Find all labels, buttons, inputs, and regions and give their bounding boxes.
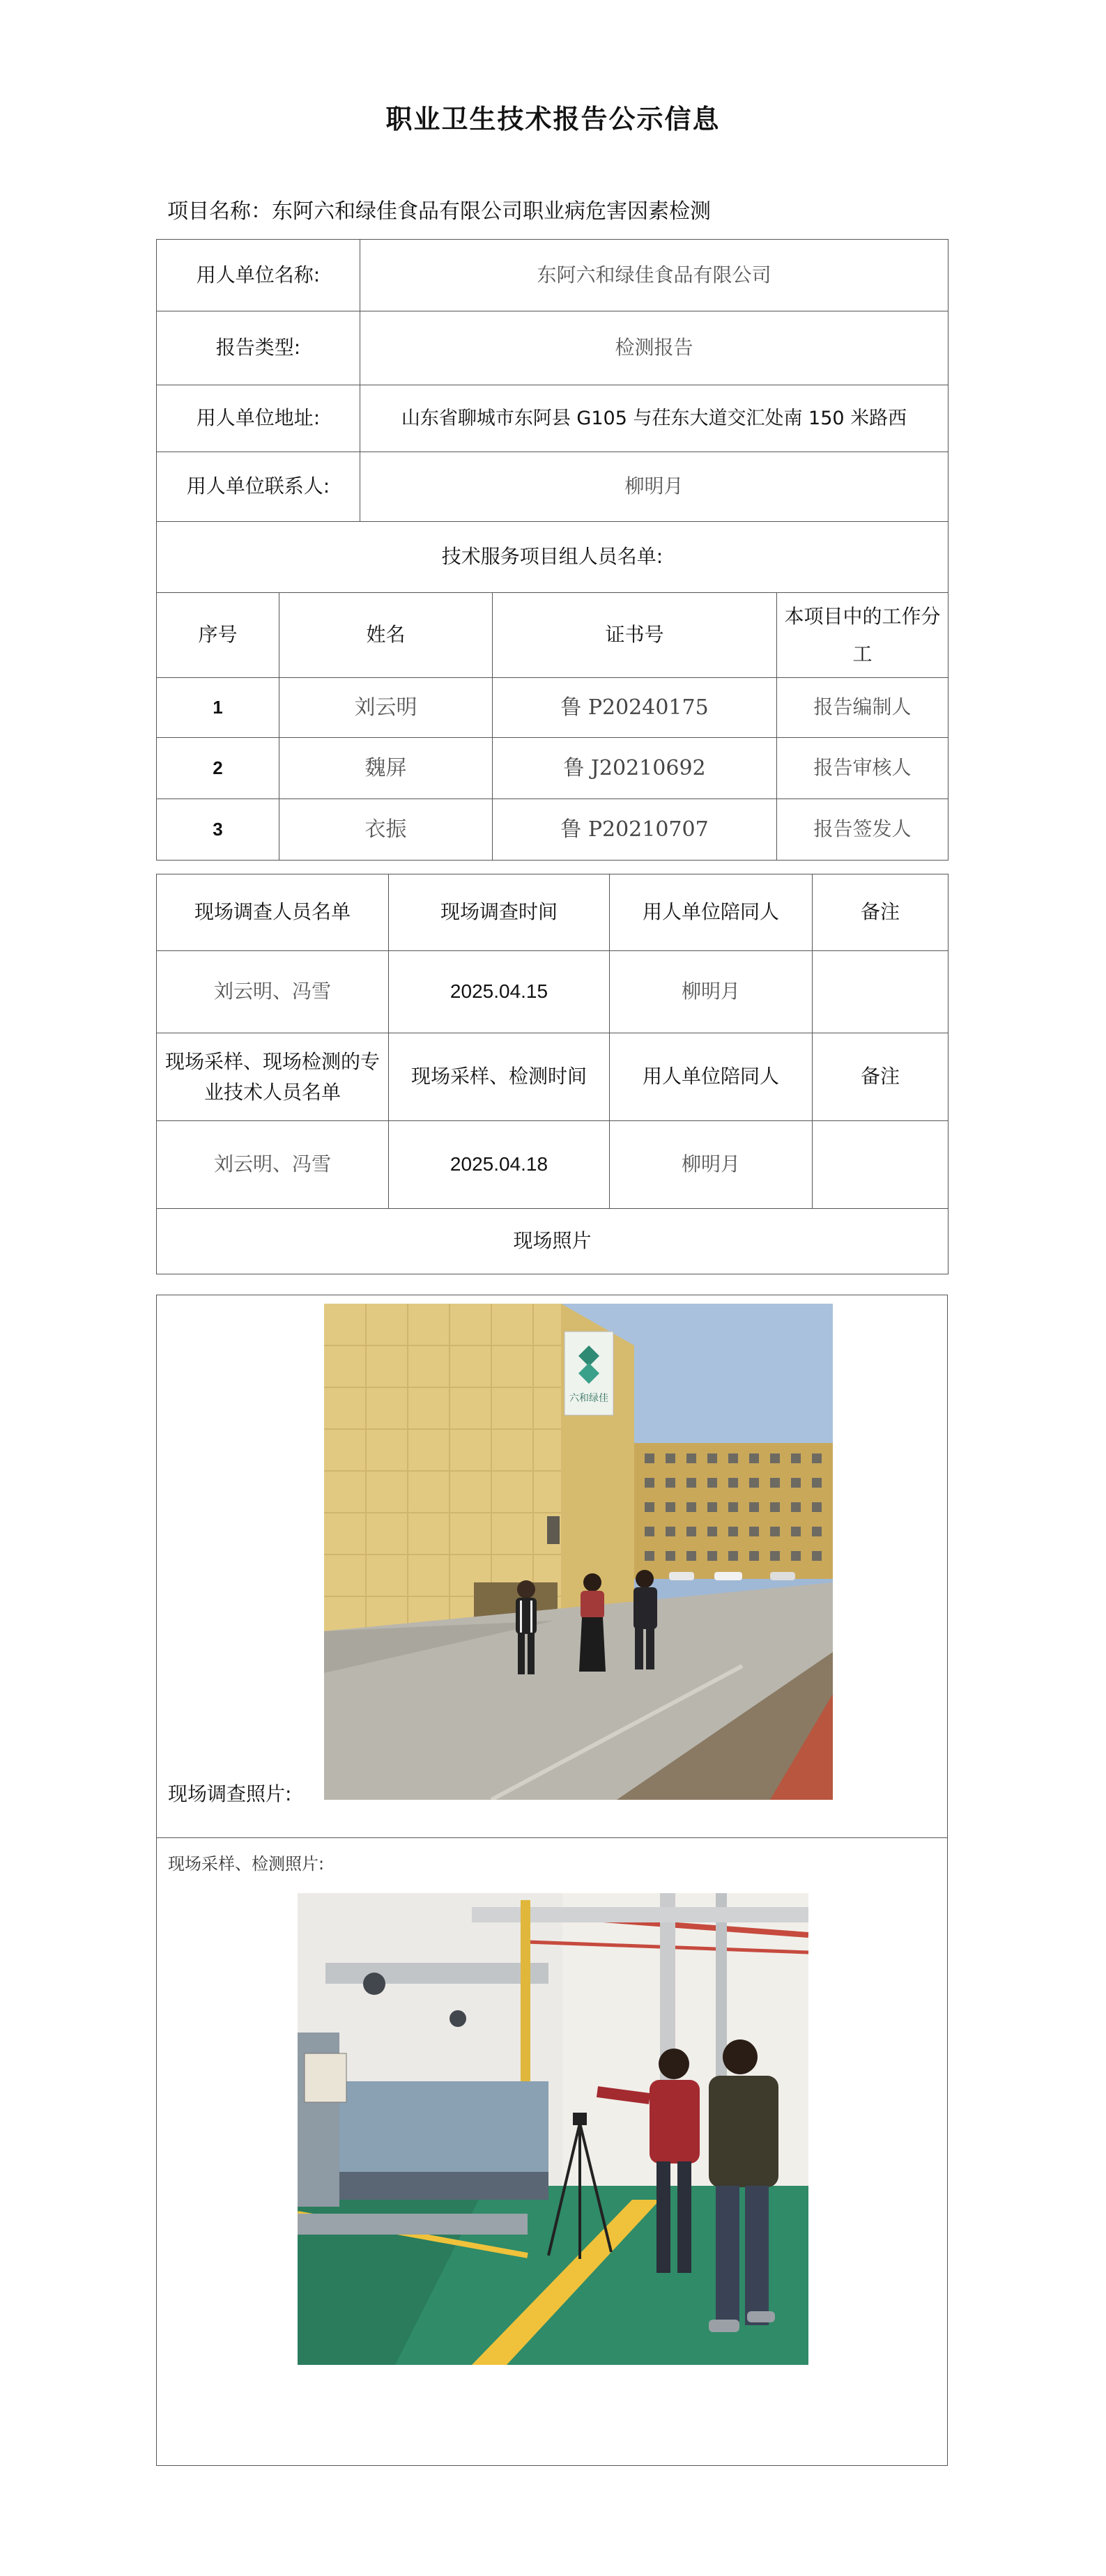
sampling-remark-header: 备注 xyxy=(813,1033,948,1121)
info-table xyxy=(156,239,948,861)
col-header-name: 姓名 xyxy=(279,593,493,678)
sampling-staff-header: 现场采样、现场检测的专业技术人员名单 xyxy=(157,1033,389,1121)
unit-name-label: 用人单位名称: xyxy=(157,240,360,311)
sampling-escort-header: 用人单位陪同人 xyxy=(610,1033,813,1121)
row-role: 报告审核人 xyxy=(777,738,948,799)
survey-time-header: 现场调查时间 xyxy=(389,874,610,951)
row-no: 2 xyxy=(157,738,279,799)
address-value: 山东省聊城市东阿县 G105 与茌东大道交汇处南 150 米路西 xyxy=(360,385,948,452)
contact-value: 柳明月 xyxy=(360,452,948,522)
row-name: 刘云明 xyxy=(279,678,493,738)
row-name: 魏屏 xyxy=(279,738,493,799)
sampling-staff-value: 刘云明、冯雪 xyxy=(157,1121,389,1209)
address-label: 用人单位地址: xyxy=(157,385,360,452)
row-name: 衣振 xyxy=(279,799,493,861)
col-header-cert: 证书号 xyxy=(493,593,777,678)
wall-sign-text: 六和绿佳 xyxy=(569,1393,608,1404)
row-role: 报告编制人 xyxy=(777,678,948,738)
team-header: 技术服务项目组人员名单: xyxy=(157,522,948,593)
survey-photo-label: 现场调查照片: xyxy=(168,1782,292,1805)
survey-remark-value xyxy=(813,951,948,1033)
sampling-remark-value xyxy=(813,1121,948,1209)
survey-time-value: 2025.04.15 xyxy=(389,951,610,1033)
contact-label: 用人单位联系人: xyxy=(157,452,360,522)
page-title: 职业卫生技术报告公示信息 xyxy=(385,104,721,134)
sampling-escort-value: 柳明月 xyxy=(610,1121,813,1209)
photo-section-title: 现场照片 xyxy=(157,1209,948,1274)
survey-photo xyxy=(324,1304,833,1800)
survey-escort-value: 柳明月 xyxy=(610,951,813,1033)
row-no: 3 xyxy=(157,799,279,861)
survey-staff-header: 现场调查人员名单 xyxy=(157,874,389,951)
row-no: 1 xyxy=(157,678,279,738)
col-header-no: 序号 xyxy=(157,593,279,678)
survey-staff-value: 刘云明、冯雪 xyxy=(157,951,389,1033)
project-name: 项目名称：东阿六和绿佳食品有限公司职业病危害因素检测 xyxy=(167,199,711,224)
sampling-time-header: 现场采样、检测时间 xyxy=(389,1033,610,1121)
table-row xyxy=(157,678,948,738)
unit-name-value: 东阿六和绿佳食品有限公司 xyxy=(360,240,948,311)
photo-divider xyxy=(157,1837,947,1838)
table-row xyxy=(157,738,948,799)
survey-escort-header: 用人单位陪同人 xyxy=(610,874,813,951)
sampling-time-value: 2025.04.18 xyxy=(389,1121,610,1209)
survey-table xyxy=(156,874,948,1274)
sampling-photo-label: 现场采样、检测照片: xyxy=(168,1854,325,1874)
photo-box xyxy=(156,1295,948,2466)
sampling-photo xyxy=(298,1893,808,2365)
report-type-label: 报告类型: xyxy=(157,311,360,385)
row-cert: 鲁 P20240175 xyxy=(493,678,777,738)
col-header-role: 本项目中的工作分工 xyxy=(777,593,948,678)
table-row xyxy=(157,799,948,861)
row-cert: 鲁 J20210692 xyxy=(493,738,777,799)
row-cert: 鲁 P20210707 xyxy=(493,799,777,861)
survey-remark-header: 备注 xyxy=(813,874,948,951)
report-type-value: 检测报告 xyxy=(360,311,948,385)
row-role: 报告签发人 xyxy=(777,799,948,861)
